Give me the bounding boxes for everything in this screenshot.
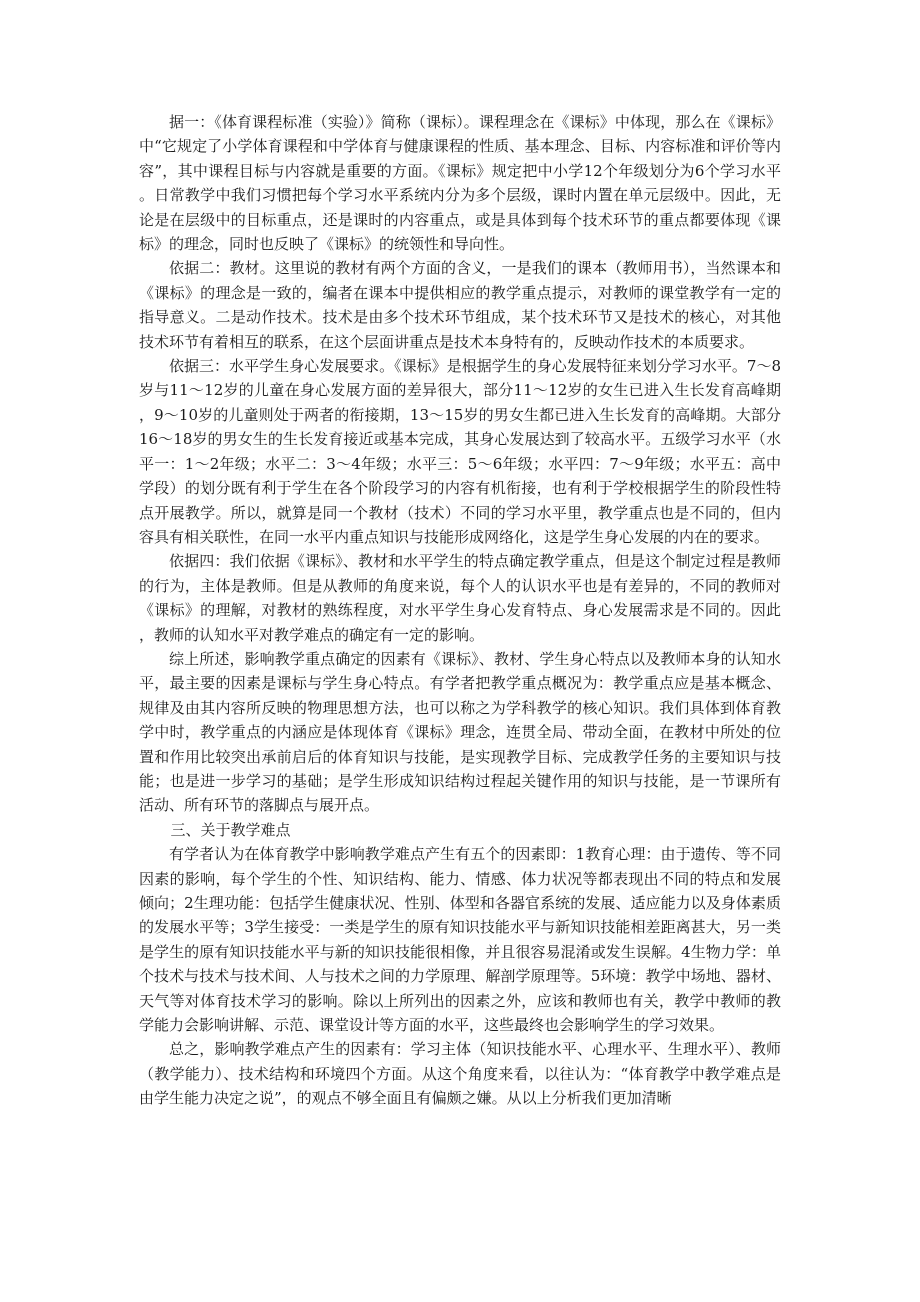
paragraph-conclusion: 总之，影响教学难点产生的因素有：学习主体（知识技能水平、心理水平、生理水平）、教师（教学能力）、技术结构和环境四个方面。从这个角度来看，以往认为：“体育教学中教学难点是由学生能力决定之说”，的观点不够全面且有偏颇之嫌。从以上分析我们更加清晰 <box>139 1040 781 1108</box>
paragraph-difficulty-factors: 有学者认为在体育教学中影响教学难点产生有五个的因素即：1教育心理：由于遗传、等不同因素的影响，每个学生的个性、知识结构、能力、情感、体力状况等都表现出不同的特点和发展倾向；2生理功能：包括学生健康状况、性别、体型和各器官系统的发展、适应能力以及身体素质的发展水平等；3学生接受：一类是学生的原有知识技能水平与新知识技能相差距离甚大，另一类是学生的原有知识技能水平与新的知识技能很相像，并且很容易混淆或发生误解。4生物力学：单个技术与技术与技术间、人与技术之间的力学原理、解剖学原理等。5环境：教学中场地、器材、天气等对体育技术学习的影响。除以上所列出的因素之外，应该和教师也有关，教学中教师的教学能力会影响讲解、示范、课堂设计等方面的水平，这些最终也会影响学生的学习效果。 <box>139 845 781 1035</box>
document-body <box>139 110 781 1111</box>
paragraph-basis-four: 依据四：我们依据《课标》、教材和水平学生的特点确定教学重点，但是这个制定过程是教师的行为，主体是教师。但是从教师的角度来说，每个人的认识水平也是有差异的，不同的教师对《课标》的理解，对教材的熟练程度，对水平学生身心发育特点、身心发展需求是不同的。因此，教师的认知水平对教学难点的确定有一定的影响。 <box>139 552 781 644</box>
paragraph-basis-one: 据一：《体育课程标准（实验）》简称（课标）。课程理念在《课标》中体现，那么在《课标》中“它规定了小学体育课程和中学体育与健康课程的性质、基本理念、目标、内容标准和评价等内容”，其中课程目标与内容就是重要的方面。《课标》规定把中小学12个年级划分为6个学习水平。日常教学中我们习惯把每个学习水平系统内分为多个层级，课时内置在单元层级中。因此，无论是在层级中的目标重点，还是课时的内容重点，或是具体到每个技术环节的重点都要体现《课标》的理念，同时也反映了《课标》的统领性和导向性。 <box>139 113 781 254</box>
section-heading-teaching-difficulty: 三、关于教学难点 <box>170 820 291 839</box>
paragraph-summary: 综上所述，影响教学重点确定的因素有《课标》、教材、学生身心特点以及教师本身的认知水平，最主要的因素是课标与学生身心特点。有学者把教学重点概况为：教学重点应是基本概念、规律及由其内容所反映的物理思想方法，也可以称之为学科教学的核心知识。我们具体到体育教学中时，教学重点的内涵应是体现体育《课标》理念，连贯全局、带动全面，在教材中所处的位置和作用比较突出承前启后的体育知识与技能，是实现教学目标、完成教学任务的主要知识与技能；也是进一步学习的基础；是学生形成知识结构过程起关键作用的知识与技能，是一节课所有活动、所有环节的落脚点与展开点。 <box>139 649 781 815</box>
paragraph-basis-two: 依据二：教材。这里说的教材有两个方面的含义，一是我们的课本（教师用书），当然课本和《课标》的理念是一致的，编者在课本中提供相应的教学重点提示，对教师的课堂教学有一定的指导意义。二是动作技术。技术是由多个技术环节组成，某个技术环节又是技术的核心，对其他技术环节有着相互的联系，在这个层面讲重点是技术本身特有的，反映动作技术的本质要求。 <box>139 259 781 351</box>
paragraph-basis-three: 依据三：水平学生身心发展要求。《课标》是根据学生的身心发展特征来划分学习水平。7～8岁与11～12岁的儿童在身心发展方面的差异很大，部分11～12岁的女生已进入生长发育高峰期，9～10岁的儿童则处于两者的衔接期，13～15岁的男女生都已进入生长发育的高峰期。大部分16～18岁的男女生的生长发育接近或基本完成，其身心发展达到了较高水平。五级学习水平（水平一：1～2年级；水平二：3～4年级；水平三：5～6年级；水平四：7～9年级；水平五：高中学段）的划分既有利于学生在各个阶段学习的内容有机衔接，也有利于学校根据学生的阶段性特点开展教学。所以，就算是同一个教材（技术）不同的学习水平里，教学重点也是不同的，但内容具有相关联性，在同一水平内重点知识与技能形成网络化，这是学生身心发展的内在的要求。 <box>139 357 781 546</box>
